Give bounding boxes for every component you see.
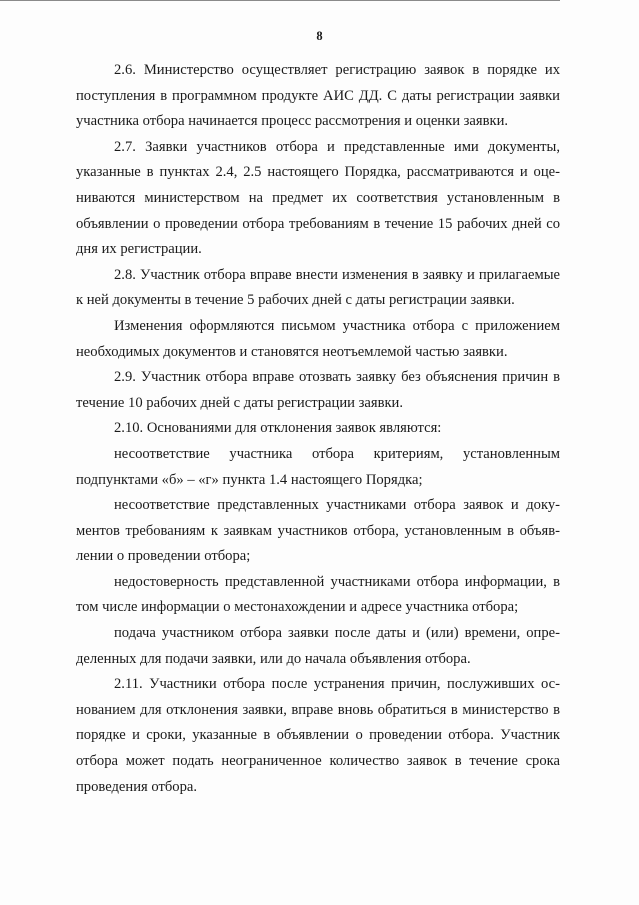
rejection-reason-requirements: несоответствие представленных участниками отбора заявок и документов требованиям к заявкам участников отбора, установленным в объявлении о проведении отбора; [76,497,560,565]
paragraph-2-6: 2.6. Министерство осуществляет регистрацию заявок в порядке их поступления в программном продукте АИС ДД. С даты регистрации заявки участника отбора начинается процесс рассмотрения и оценки заявки. [76,62,560,130]
page-number: 8 [316,29,323,43]
paragraph-2-10: 2.10. Основаниями для отклонения заявок являются: [114,420,442,437]
paragraph-2-7: 2.7. Заявки участников отбора и представленные ими документы, указанные в пунктах 2.4, 2.5 настоящего Порядка, рассматриваются и оцениваются министерством на предмет их соответствия установленным в объявлении о проведении отбора требованиям в течение 15 рабочих дней со дня их регистрации. [76,138,560,258]
paragraph-2-8-changes: Изменения оформляются письмом участника отбора с приложением необходимых документов и становятся неотъемлемой частью заявки. [76,317,560,360]
paragraph-2-8: 2.8. Участник отбора вправе внести изменения в заявку и прилагаемые к ней документы в течение 5 рабочих дней с даты регистрации заявки. [76,266,560,309]
top-border-line [0,0,560,1]
paragraph-2-11: 2.11. Участники отбора после устранения причин, послуживших основанием для отклонения заявки, вправе вновь обратиться в министерство в порядке и сроки, указанные в объявлении о проведении отбора. Участник отбора может подать неограниченное количество заявок в течение срока проведения отбора. [76,676,560,795]
document-body [76,58,560,800]
rejection-reason-criteria: несоответствие участника отбора критериям, установленным подпунктами «б» – «г» пункта 1.4 настоящего Порядка; [76,445,560,488]
rejection-reason-late-submission: подача участником отбора заявки после даты и (или) времени, определенных для подачи заявки, или до начала объявления отбора. [76,625,560,667]
rejection-reason-unreliable-info: недостоверность представленной участниками отбора информации, в том числе информации о местонахождении и адресе участника отбора; [76,573,560,616]
paragraph-2-9: 2.9. Участник отбора вправе отозвать заявку без объяснения причин в течение 10 рабочих дней с даты регистрации заявки. [76,369,560,411]
